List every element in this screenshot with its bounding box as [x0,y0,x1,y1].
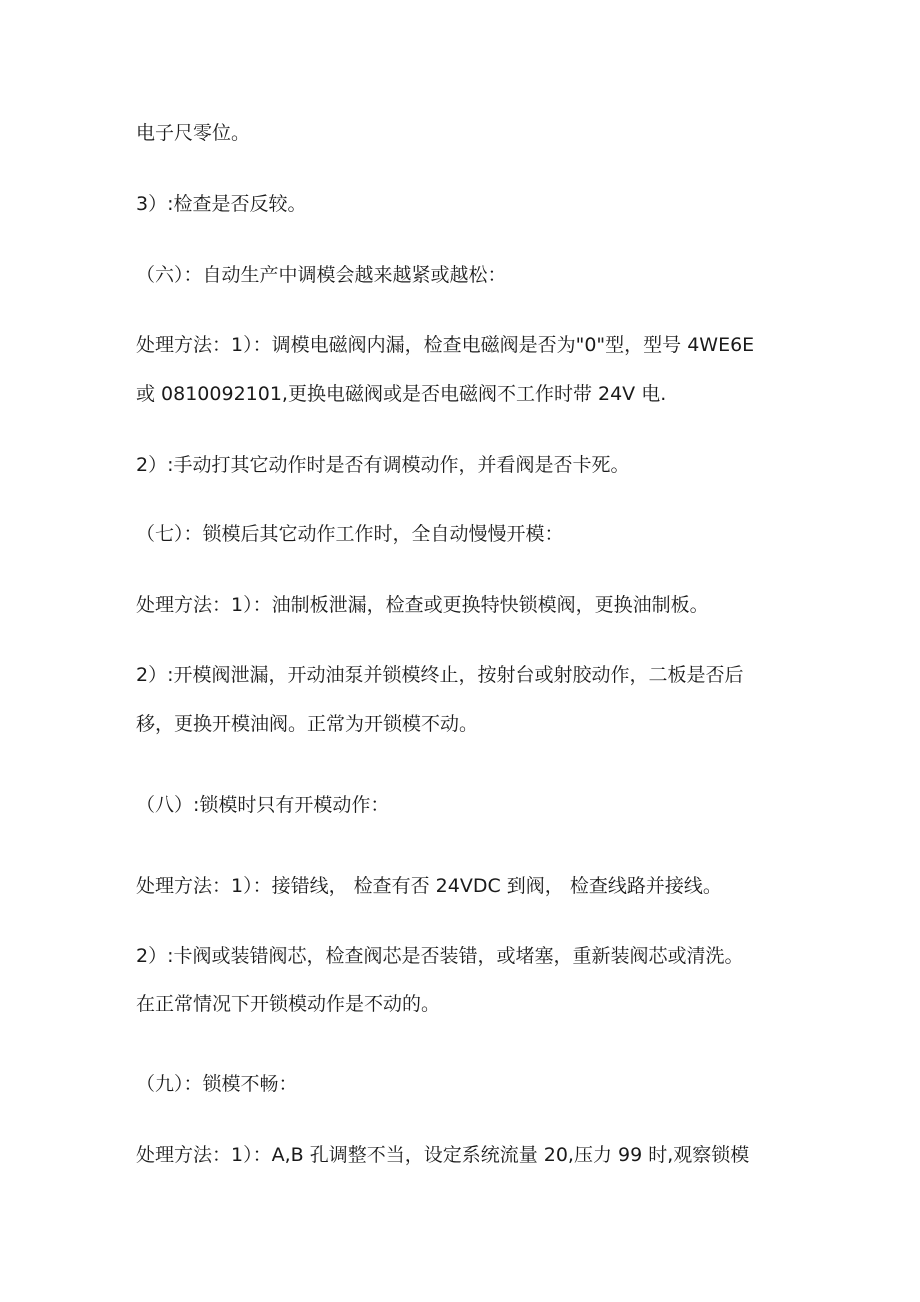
text-line: 2）:卡阀或装错阀芯，检查阀芯是否装错，或堵塞，重新装阀芯或清洗。 [136,945,744,967]
text-line: 2）:手动打其它动作时是否有调模动作，并看阀是否卡死。 [136,454,630,476]
text-line: 3）:检查是否反较。 [136,193,307,215]
section-heading-7: （七）：锁模后其它动作工作时，全自动慢慢开模： [136,523,564,545]
text-line: 处理方法：1）：油制板泄漏，检查或更换特快锁模阀，更换油制板。 [136,594,709,616]
text-line: 处理方法：1）：接错线， 检查有否 24VDC 到阀， 检查线路并接线。 [136,875,722,897]
text-line: 移，更换开模油阀。正常为开锁模不动。 [136,713,479,735]
text-line: 电子尺零位。 [136,122,251,144]
text-line: 处理方法：1）：A,B 孔调整不当，设定系统流量 20,压力 99 时,观察锁模 [136,1144,750,1166]
text-line: 处理方法：1）：调模电磁阀内漏，检查电磁阀是否为"0"型，型号 4WE6E [136,334,755,356]
section-heading-8: （八）:锁模时只有开模动作： [136,794,390,816]
text-line: 或 0810092101,更换电磁阀或是否电磁阀不工作时带 24V 电. [136,383,667,405]
section-heading-9: （九）：锁模不畅： [136,1073,298,1095]
text-line: 2）:开模阀泄漏，开动油泵并锁模终止，按射台或射胶动作，二板是否后 [136,664,744,686]
text-line: 在正常情况下开锁模动作是不动的。 [136,993,441,1015]
section-heading-6: （六）：自动生产中调模会越来越紧或越松： [136,264,507,286]
